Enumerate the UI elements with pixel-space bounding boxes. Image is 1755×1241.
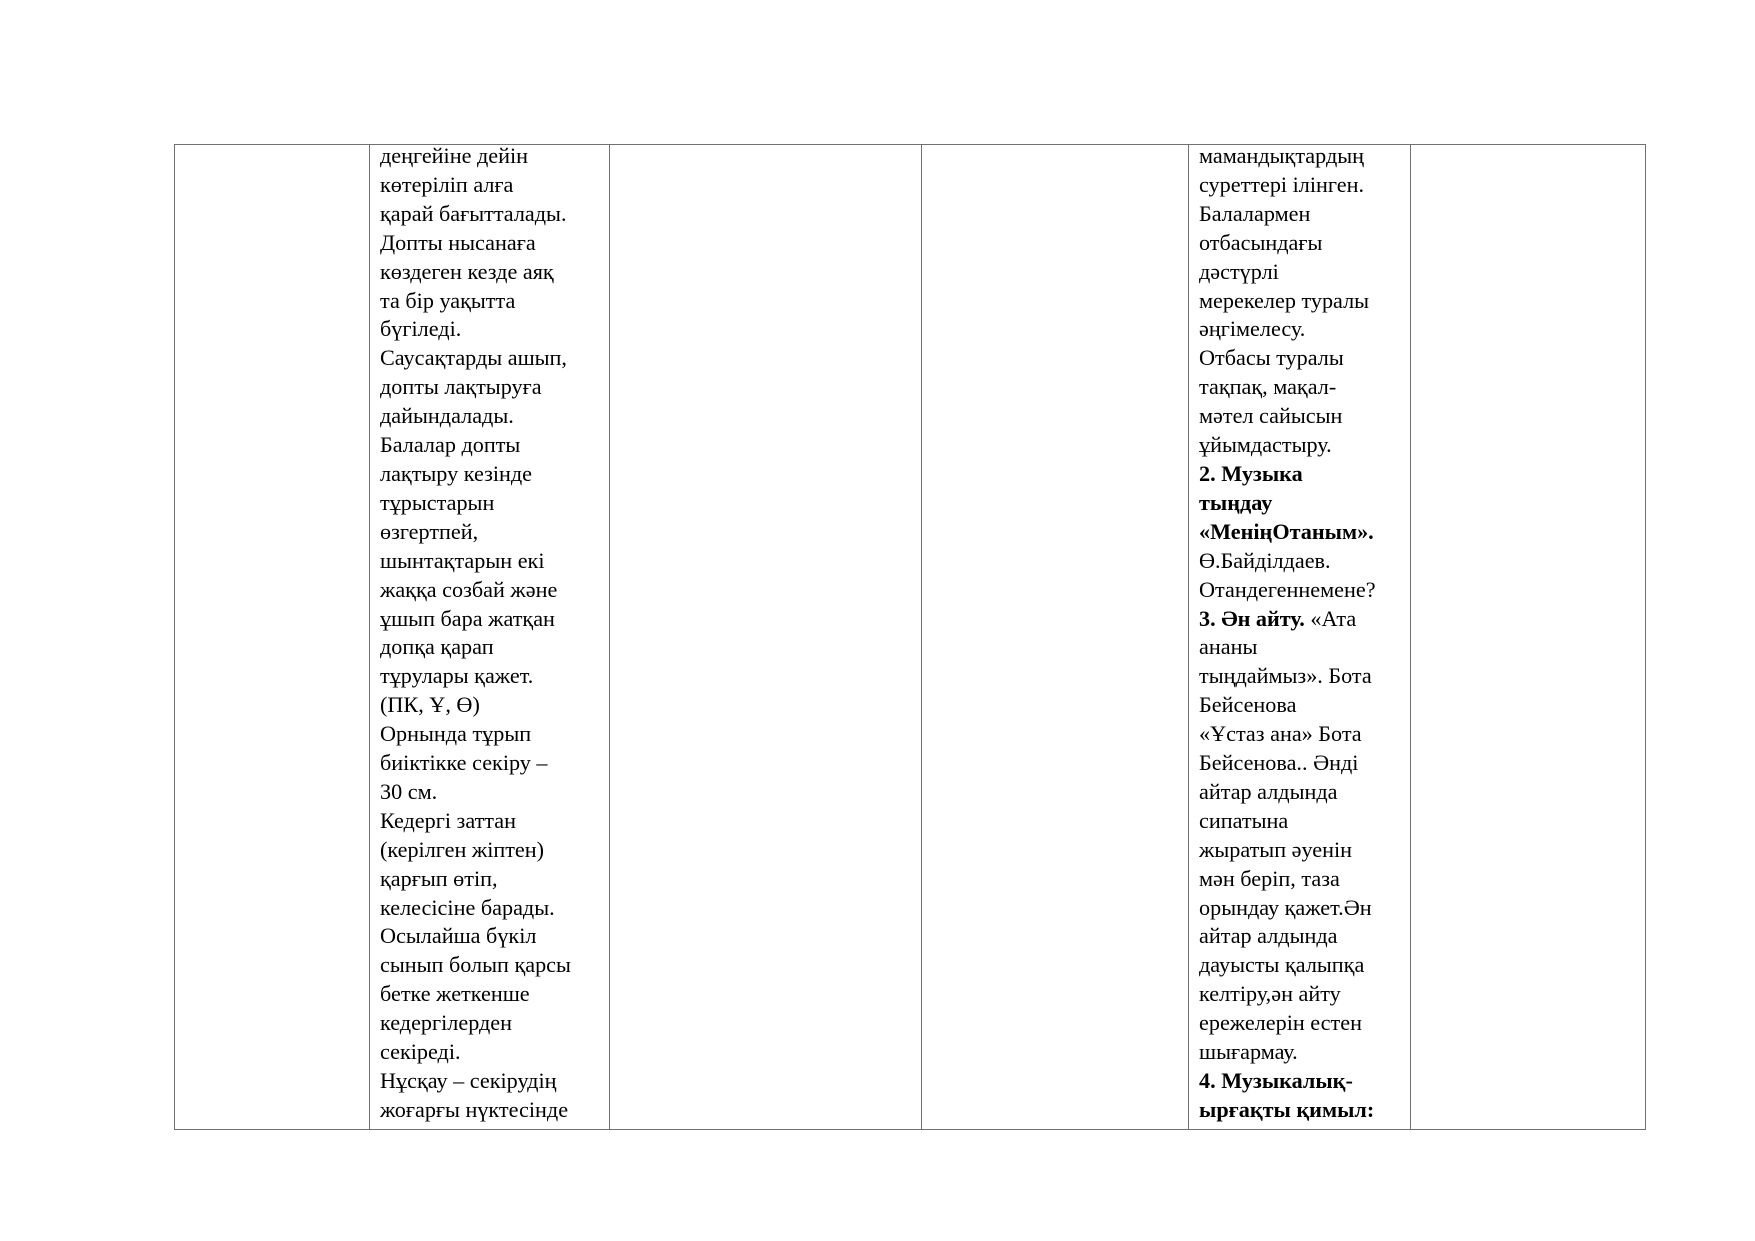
text-fragment: «Ата	[1304, 605, 1357, 631]
text-line: Бейсенова	[1199, 692, 1297, 718]
text-line: та бір уақытта	[380, 287, 516, 313]
text-line: Нұсқау – секірудің	[380, 1068, 557, 1093]
text-line: 30 см.	[380, 778, 438, 804]
text-line: допқа қарап	[380, 634, 494, 660]
text-line: шығармау.	[1199, 1039, 1298, 1065]
text-line: бетке жеткенше	[380, 981, 530, 1007]
text-line: Бейсенова.. Әнді	[1199, 750, 1359, 776]
text-line: деңгейіне дейін	[380, 144, 529, 168]
text-line: сипатына	[1199, 807, 1289, 833]
text-line: мерекелер туралы	[1199, 287, 1370, 313]
text-line: ережелерін естен	[1199, 1010, 1362, 1036]
text-line: қарай бағытталады.	[380, 200, 567, 226]
text-line: «Ұстаз ана» Бота	[1199, 721, 1362, 747]
text-line: (ПК, Ұ, Ө)	[380, 692, 480, 718]
section-heading: 3. Ән айту.	[1199, 605, 1305, 631]
text-line: лақтыру кезінде	[380, 460, 533, 486]
text-line: Кедергі заттан	[380, 807, 516, 833]
text-line: сынып болып қарсы	[380, 952, 571, 978]
table-cell-music-activities	[1189, 145, 1411, 1130]
text-line: көтеріліп алға	[380, 171, 514, 197]
text-line: секіреді.	[380, 1039, 461, 1065]
text-line: айтар алдында	[1199, 923, 1338, 949]
text-line: қарғып өтіп,	[380, 865, 498, 891]
text-line: жаққа созбай және	[380, 576, 558, 602]
table-cell-activity-description	[370, 145, 610, 1130]
text-line: көздеген кезде аяқ	[380, 258, 554, 284]
text-line: Балалар допты	[380, 432, 521, 458]
text-line: Орнында тұрып	[380, 721, 532, 747]
text-line: әңгімелесу.	[1199, 316, 1306, 342]
text-line: мамандықтардың	[1199, 144, 1365, 168]
text-line: келесісіне барады.	[380, 894, 555, 920]
text-line: бүгіледі.	[380, 316, 462, 342]
music-activities-text	[1199, 145, 1410, 1125]
section-heading: тыңдау	[1199, 489, 1273, 515]
text-line: Осылайша бүкіл	[380, 923, 537, 949]
text-line: Отбасы туралы	[1199, 345, 1344, 371]
text-line: Саусақтарды ашып,	[380, 345, 567, 371]
text-line: өзгертпей,	[380, 518, 479, 544]
text-line: Отандегеннемене?	[1199, 576, 1376, 602]
table-cell-empty-4	[922, 145, 1189, 1130]
text-line: шынтақтарын екі	[380, 547, 545, 573]
text-line: тақпақ, мақал-	[1199, 374, 1337, 400]
activity-description-text	[380, 145, 609, 1125]
text-line	[1199, 605, 1410, 634]
text-line: ұшып бара жатқан	[380, 605, 555, 631]
text-line: мәтел сайысын	[1199, 403, 1343, 429]
table-cell-empty-1	[175, 145, 370, 1130]
text-line: кедергілерден	[380, 1010, 513, 1036]
table-cell-empty-3	[610, 145, 922, 1130]
text-line: ұйымдастыру.	[1199, 432, 1332, 458]
text-line: дауысты қалыпқа	[1199, 952, 1365, 978]
text-line: тыңдаймыз». Бота	[1199, 663, 1372, 689]
text-line: тұрыстарын	[380, 489, 495, 515]
text-line: мән беріп, таза	[1199, 865, 1340, 891]
text-line: айтар алдында	[1199, 778, 1338, 804]
text-line: допты лақтыруға	[380, 374, 542, 400]
lesson-plan-table	[174, 144, 1646, 1130]
table-row	[175, 145, 1646, 1130]
text-line: жыратып әуенін	[1199, 836, 1353, 862]
text-line: ананы	[1199, 634, 1258, 660]
text-line: орындау қажет.Ән	[1199, 894, 1372, 920]
text-line: дайындалады.	[380, 403, 514, 429]
text-line: Ө.Байділдаев.	[1199, 547, 1331, 573]
song-title: «МеніңОтаным».	[1199, 518, 1374, 544]
section-heading: 2. Музыка	[1199, 460, 1303, 486]
text-line: отбасындағы	[1199, 229, 1323, 255]
table-cell-empty-6	[1411, 145, 1646, 1130]
text-line: (керілген жіптен)	[380, 836, 545, 862]
text-line: суреттері ілінген.	[1199, 171, 1364, 197]
text-line: Допты нысанаға	[380, 229, 536, 255]
text-line: тұрулары қажет.	[380, 663, 534, 689]
section-heading: ырғақты қимыл:	[1199, 1096, 1375, 1122]
text-line: Балалармен	[1199, 200, 1311, 226]
text-line: биіктікке секіру –	[380, 750, 548, 776]
text-line: келтіру,ән айту	[1199, 981, 1341, 1007]
text-line: дәстүрлі	[1199, 258, 1279, 284]
text-line: жоғарғы нүктесінде	[380, 1096, 569, 1122]
section-heading: 4. Музыкалық-	[1199, 1068, 1353, 1093]
